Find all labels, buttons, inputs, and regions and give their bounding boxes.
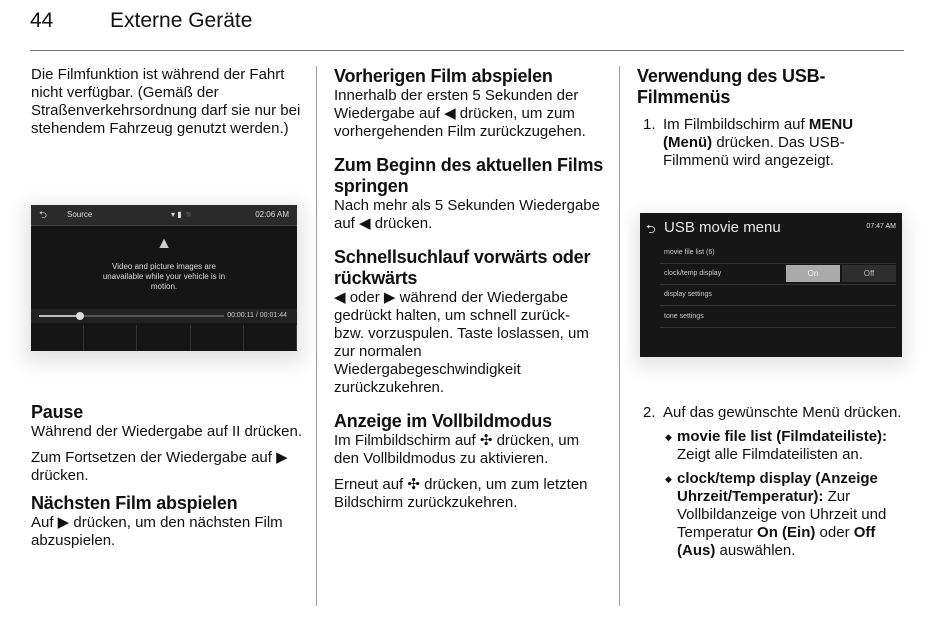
motion-message: Video and picture images are unavailable while your vehicle is in motion. (102, 262, 226, 291)
progress-bar (31, 309, 297, 323)
screen-time: 02:06 AM (255, 210, 289, 219)
on-button: On (786, 265, 840, 282)
bullet-movie-file-list (637, 428, 907, 464)
back-icon: ⮌ (39, 210, 48, 221)
bullet-2-on: On (Ein) (757, 524, 816, 541)
bullet-2-text: Zur Vollbildanzeige von Uhrzeit und Temperatur (677, 488, 887, 541)
off-button: Off (842, 265, 896, 282)
column-3 (637, 66, 907, 170)
column-2 (334, 66, 604, 520)
bullet-2-mid: oder (815, 524, 854, 541)
pause-text-1: Während der Wiedergabe auf II drücken. (31, 423, 302, 440)
step-1-number: 1. (643, 116, 656, 133)
prev-text: Innerhalb der ersten 5 Sekunden der Wiedergabe auf ◀ drücken, um zum vorhergehenden Film zurückzugehen. (334, 87, 586, 140)
next-heading: Nächsten Film abspielen (31, 493, 238, 513)
status-icons: ▾ ▮ ◾ (171, 210, 194, 219)
menu-row-label: clock/temp display (664, 270, 722, 277)
step-1-pre: Im Filmbildschirm auf (663, 116, 809, 133)
movie-screen (31, 205, 297, 351)
control-buttons (31, 325, 297, 351)
menu-row (660, 285, 896, 306)
bullet-1-text: Zeigt alle Filmdateilisten an. (677, 446, 863, 463)
bullet-2-bold: clock/temp display (Anzeige Uhrzeit/Temperatur): (677, 470, 878, 505)
progress-knob (76, 312, 84, 320)
step-1 (637, 116, 907, 170)
control-button (244, 325, 297, 351)
usb-movie-menu-screen (640, 213, 902, 357)
step-1-bold: MENU (Menü) (663, 116, 854, 151)
step-2-number: 2. (643, 404, 656, 421)
bullet-2-end: auswählen. (715, 542, 796, 559)
header-divider (30, 50, 904, 51)
usb-menu-heading: Verwendung des USB-Filmmenüs (637, 66, 826, 107)
menu-row (660, 307, 896, 328)
next-text: Auf ▶ drücken, um den nächsten Film abzuspielen. (31, 514, 283, 549)
menu-row (660, 243, 896, 264)
bullet-clock-temp (637, 470, 907, 560)
fullscreen-text-1: Im Filmbildschirm auf ✣ drücken, um den Vollbildmodus zu aktivieren. (334, 432, 580, 467)
step-2 (637, 404, 907, 422)
menu-row-label: display settings (664, 291, 712, 298)
playback-position: 00:00:11 / 00:01:44 (227, 312, 287, 319)
warning-icon: ▲ (156, 235, 172, 252)
step-2-text: Auf das gewünschte Menü drücken. (663, 404, 902, 421)
ff-text: ◀ oder ▶ während der Wiedergabe gedrückt halten, um schnell zurück- bzw. vorzuspulen. Taste loslassen, um zur normalen Wiedergabegeschwindigkeit zurückzukehren. (334, 289, 589, 396)
column-3-lower (637, 404, 907, 566)
column-divider-2 (619, 66, 620, 606)
begin-text: Nach mehr als 5 Sekunden Wiedergabe auf ◀ drücken. (334, 197, 600, 232)
control-button (31, 325, 84, 351)
column-1-lower (31, 402, 303, 558)
page-number: 44 (30, 9, 54, 32)
pause-heading: Pause (31, 402, 84, 422)
bullet-2-off: Off (Aus) (677, 524, 876, 559)
ff-heading: Schnellsuchlauf vorwärts oder rückwärts (334, 247, 591, 288)
control-button (84, 325, 137, 351)
step-1-post: drücken. Das USB-Filmmenü wird angezeigt. (663, 134, 845, 169)
progress-fill (39, 315, 80, 317)
fullscreen-heading: Anzeige im Vollbildmodus (334, 411, 552, 431)
menu-title: USB movie menu (664, 219, 781, 236)
screen-status-bar (31, 205, 297, 226)
control-button (191, 325, 244, 351)
menu-row (660, 264, 896, 285)
page-title: Externe Geräte (110, 9, 253, 32)
column-divider-1 (316, 66, 317, 606)
fullscreen-text-2: Erneut auf ✣ drücken, um zum letzten Bildschirm zurückzukehren. (334, 476, 588, 511)
column-1 (31, 66, 303, 146)
intro-text: Die Filmfunktion ist während der Fahrt nicht verfügbar. (Gemäß der Straßenverkehrsordnung darf sie nur bei stehendem Fahrzeug genutzt werden.) (31, 66, 301, 137)
screen-time: 07:47 AM (866, 223, 896, 230)
begin-heading: Zum Beginn des aktuellen Films springen (334, 155, 604, 196)
pause-text-2: Zum Fortsetzen der Wiedergabe auf ▶ drücken. (31, 449, 288, 484)
menu-row-label: tone settings (664, 313, 704, 320)
prev-heading: Vorherigen Film abspielen (334, 66, 553, 86)
back-icon: ⮌ (646, 222, 656, 236)
bullet-1-bold: movie file list (Filmdateiliste): (677, 428, 888, 445)
menu-row-label: movie file list (6) (664, 249, 715, 256)
control-button (137, 325, 190, 351)
source-label: Source (67, 210, 93, 219)
